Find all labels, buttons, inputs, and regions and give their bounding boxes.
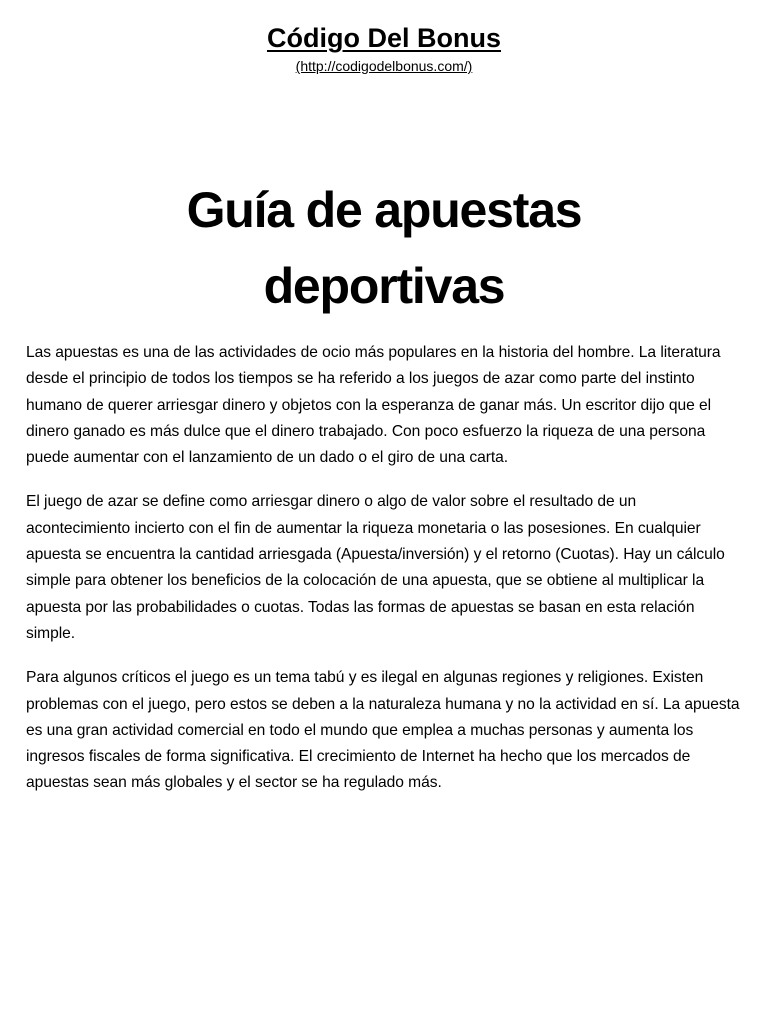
document-title-line-1: Guía de apuestas [186,182,582,238]
body-paragraph: Para algunos críticos el juego es un tema tabú y es ilegal en algunas regiones y religiones. Existen problemas con el juego, pero estos se deben a la naturaleza humana y no la actividad en sí. La apuesta es una gran actividad comercial en todo el mundo que emplea a muchas personas y aumenta los ingresos fiscales de forma significativa. El crecimiento de Internet ha hecho que los mercados de apuestas sean más globales y el sector se ha regulado más. [26,669,740,792]
document-title [0,172,768,324]
body-paragraph: El juego de azar se define como arriesgar dinero o algo de valor sobre el resultado de un acontecimiento incierto con el fin de aumentar la riqueza monetaria o las posesiones. En cualquier apuesta se encuentra la cantidad arriesgada (Apuesta/inversión) y el retorno (Cuotas). Hay un cálculo simple para obtener los beneficios de la colocación de una apuesta, que se obtiene al multiplicar la apuesta por las probabilidades o cuotas. Todas las formas de apuestas se basan en esta relación simple. [26,493,725,642]
site-title: Código Del Bonus [267,23,501,53]
document-body [26,340,742,815]
document-title-line-2: deportivas [263,258,505,314]
site-header [0,22,768,75]
body-paragraph: Las apuestas es una de las actividades de ocio más populares en la historia del hombre. La literatura desde el principio de todos los tiempos se ha referido a los juegos de azar como parte del instinto humano de querer arriesgar dinero y objetos con la esperanza de ganar más. Un escritor dijo que el dinero ganado es más dulce que el dinero trabajado. Con poco esfuerzo la riqueza de una persona puede aumentar con el lanzamiento de un dado o el giro de una carta. [26,344,721,467]
site-url-link[interactable]: (http://codigodelbonus.com/) [295,58,473,74]
